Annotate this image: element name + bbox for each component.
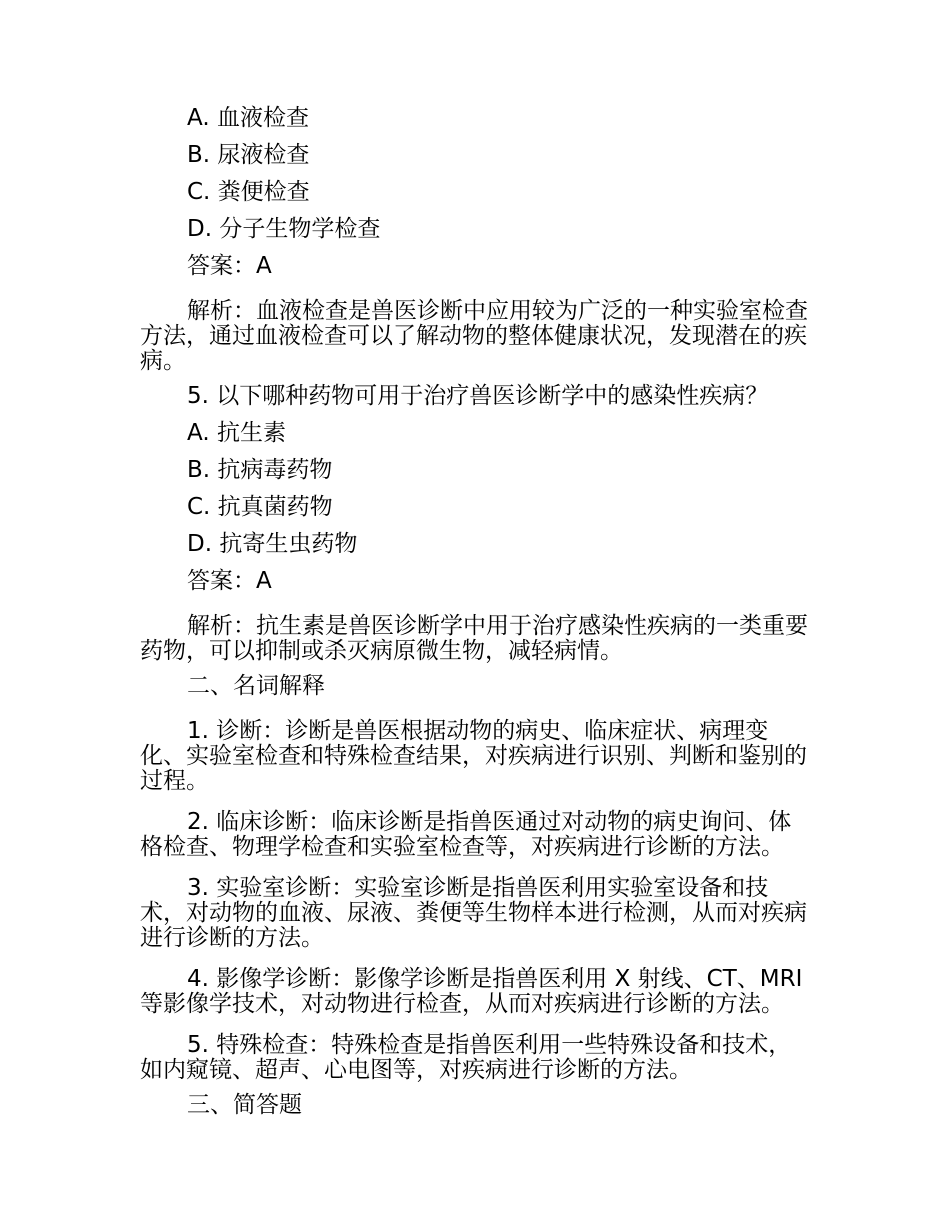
q5-option-d: D. 抗寄生虫药物 xyxy=(187,531,358,557)
q4-option-b: B. 尿液检查 xyxy=(187,142,310,168)
term-definition: 5. 特殊检查：特殊检查是指兽医利用一些特殊设备和技术，如内窥镜、超声、心电图等，对疾病进行诊断的方法。 xyxy=(140,1032,792,1083)
document-body xyxy=(140,100,812,1124)
q5-analysis: 解析：抗生素是兽医诊断学中用于治疗感染性疾病的一类重要药物，可以抑制或杀灭病原微生物，减轻病情。 xyxy=(140,613,808,664)
q5-option-b: B. 抗病毒药物 xyxy=(187,457,333,483)
q4-answer: 答案：A xyxy=(187,253,272,279)
section-heading-terms: 二、名词解释 xyxy=(187,673,325,699)
q5-answer: 答案：A xyxy=(187,568,272,594)
q5-option-c: C. 抗真菌药物 xyxy=(187,494,333,520)
section-heading-short-answer: 三、简答题 xyxy=(187,1092,302,1118)
q4-option-c: C. 粪便检查 xyxy=(187,179,310,205)
q4-option-d: D. 分子生物学检查 xyxy=(187,216,381,242)
q4-option-a: A. 血液检查 xyxy=(187,105,309,131)
term-definition: 2. 临床诊断：临床诊断是指兽医通过对动物的病史询问、体格检查、物理学检查和实验室检查等，对疾病进行诊断的方法。 xyxy=(140,809,792,860)
q4-analysis: 解析：血液检查是兽医诊断中应用较为广泛的一种实验室检查方法，通过血液检查可以了解动物的整体健康状况，发现潜在的疾病。 xyxy=(140,298,808,374)
q5-question: 5. 以下哪种药物可用于治疗兽医诊断学中的感染性疾病？ xyxy=(187,383,769,409)
term-definition: 3. 实验室诊断：实验室诊断是指兽医利用实验室设备和技术，对动物的血液、尿液、粪便等生物样本进行检测，从而对疾病进行诊断的方法。 xyxy=(140,875,807,951)
term-definition: 1. 诊断：诊断是兽医根据动物的病史、临床症状、病理变化、实验室检查和特殊检查结果，对疾病进行识别、判断和鉴别的过程。 xyxy=(140,718,807,794)
term-definition: 4. 影像学诊断：影像学诊断是指兽医利用 X 射线、CT、MRI 等影像学技术，对动物进行检查，从而对疾病进行诊断的方法。 xyxy=(140,966,803,1017)
q5-option-a: A. 抗生素 xyxy=(187,420,286,446)
